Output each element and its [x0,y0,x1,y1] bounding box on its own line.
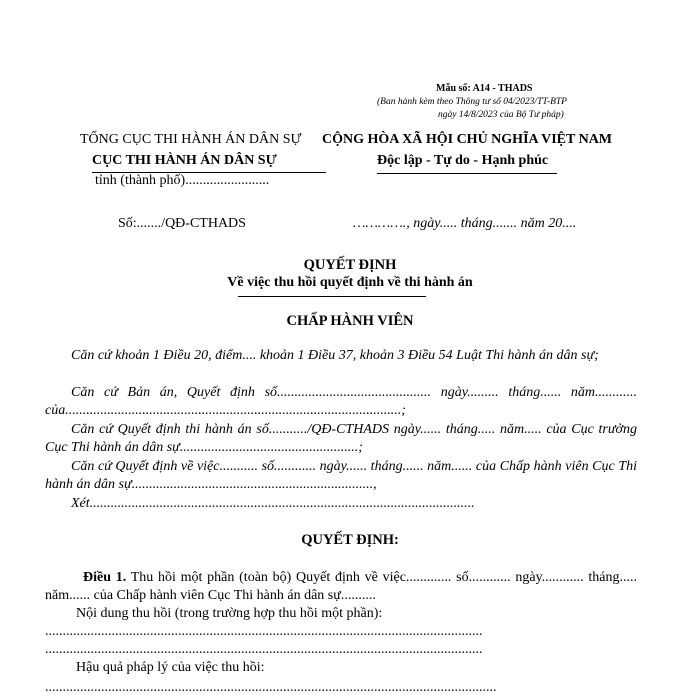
article-1 [45,569,637,605]
basis-enforcement-decision: Căn cứ Quyết định thi hành án số.........../QĐ-CTHADS ngày...... tháng..... năm..... của Cục trưởng Cục Thi hành án dân sự...................................................; [45,422,637,455]
dots-line: ............................................................................................................................. [45,624,483,639]
form-number: Mẫu số: A14 - THADS [436,83,533,94]
document-author: CHẤP HÀNH VIÊN [286,313,414,329]
document-number: Số:......./QĐ-CTHADS [118,216,246,231]
subject-underline [238,296,426,297]
dots-line: ............................................................................................................................. [45,642,483,657]
basis-judgment: Căn cứ Bản án, Quyết định số............................................ ngày......... tháng...... năm............ của................................................................................................; [45,385,637,418]
motto-underline [377,173,557,174]
national-motto: Độc lập - Tự do - Hạnh phúc [377,153,549,168]
dots-line: ................................................................................................................................. [45,680,497,695]
place-date: …………., ngày..... tháng....... năm 20.... [353,216,577,231]
agency-parent: TỔNG CỤC THI HÀNH ÁN DÂN SỰ [80,132,302,147]
document-subject: Về việc thu hồi quyết định về thi hành án [227,275,473,290]
form-note-line2: ngày 14/8/2023 của Bộ Tư pháp) [438,110,564,120]
consideration: Xét.............................................................................................................. [71,496,475,511]
basis-executor-decision: Căn cứ Quyết định về việc........... số............ ngày...... tháng...... năm...... của Chấp hành viên Cục Thi hành án dân sự....................................................................., [45,459,637,492]
province-line: tỉnh (thành phố)........................ [95,173,270,188]
form-note-line1: (Ban hành kèm theo Thông tư số 04/2023/TT-BTP [377,97,567,107]
decision-heading: QUYẾT ĐỊNH: [301,532,399,548]
nation-name: CỘNG HÒA XÃ HỘI CHỦ NGHĨA VIỆT NAM [322,132,613,147]
content-label: Nội dung thu hồi (trong trường hợp thu hồi một phần): [76,606,383,621]
consequence-label: Hậu quả pháp lý của việc thu hồi: [76,660,265,675]
article-1-label: Điều 1. [83,570,127,585]
basis-law: Căn cứ khoản 1 Điều 20, điểm.... khoản 1 Điều 37, khoản 3 Điều 54 Luật Thi hành án dân sự; [71,348,599,363]
document-title: QUYẾT ĐỊNH [303,257,397,273]
article-1-text: Thu hồi một phần (toàn bộ) Quyết định về việc............. số............ ngày............ tháng..... năm...... của Chấp hành viên Cục Thi hành án dân sự.......... [45,570,637,603]
agency-name: CỤC THI HÀNH ÁN DÂN SỰ [92,153,277,168]
